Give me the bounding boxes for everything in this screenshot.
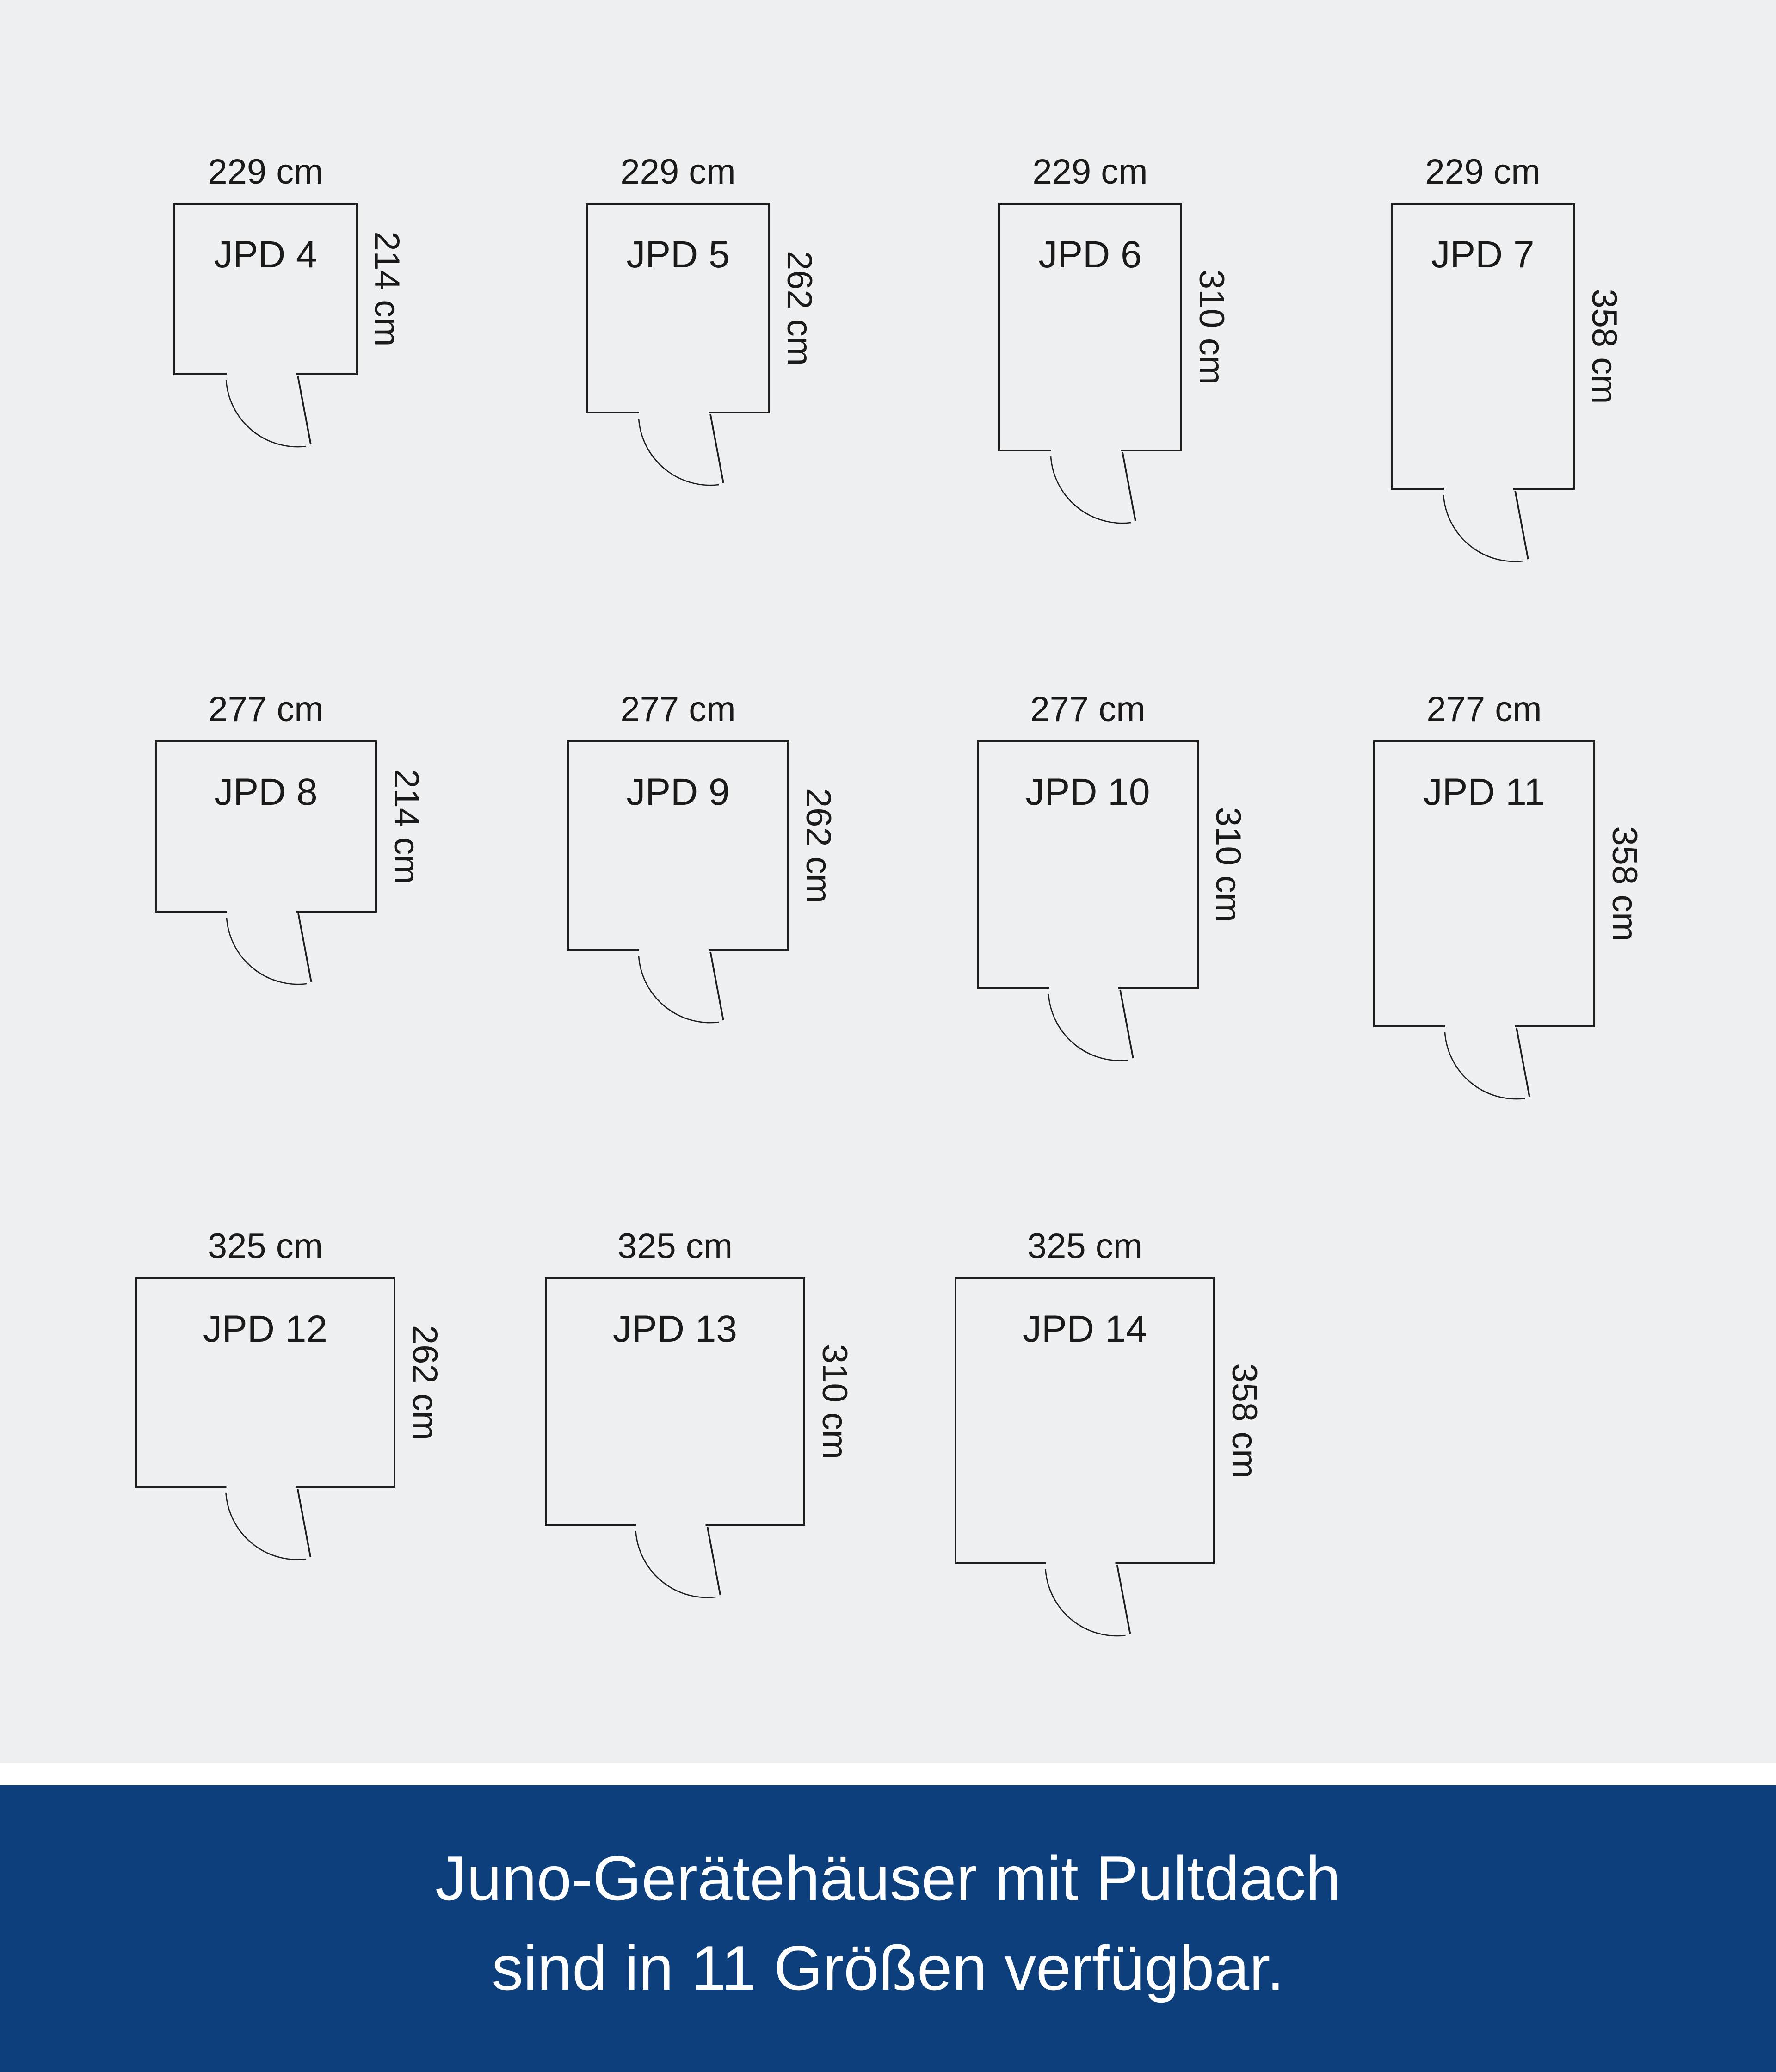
height-dimension-label: 358 cm xyxy=(1605,826,1644,942)
width-dimension-label: 229 cm xyxy=(1425,152,1541,191)
shed-outline xyxy=(156,741,376,912)
door-leaf-line xyxy=(1120,990,1133,1058)
door-swing-arc xyxy=(1046,1569,1126,1636)
width-dimension-label: 277 cm xyxy=(1030,690,1146,729)
shed-plan-jpd-11 xyxy=(1365,677,1705,1123)
door-swing-arc xyxy=(226,1493,306,1560)
shed-plan-jpd-12 xyxy=(127,1214,506,1584)
shed-plan-jpd-14 xyxy=(946,1214,1325,1660)
width-dimension-label: 229 cm xyxy=(620,152,736,191)
shed-plan-jpd-10 xyxy=(968,677,1309,1085)
door-leaf-line xyxy=(710,952,723,1020)
shed-label: JPD 7 xyxy=(1431,234,1535,276)
shed-label: JPD 6 xyxy=(1038,234,1142,276)
width-dimension-label: 277 cm xyxy=(620,690,736,729)
shed-plan-jpd-7 xyxy=(1382,139,1685,586)
shed-label: JPD 4 xyxy=(214,234,317,276)
door-swing-arc xyxy=(639,419,719,485)
width-dimension-label: 277 cm xyxy=(208,690,324,729)
divider-strip xyxy=(0,1763,1776,1785)
width-dimension-label: 325 cm xyxy=(617,1227,733,1266)
door-leaf-line xyxy=(298,1489,311,1557)
door-leaf-line xyxy=(298,913,311,982)
width-dimension-label: 277 cm xyxy=(1426,690,1542,729)
door-swing-arc xyxy=(639,956,719,1023)
shed-outline xyxy=(174,204,357,374)
shed-label: JPD 5 xyxy=(626,234,730,276)
height-dimension-label: 262 cm xyxy=(405,1325,444,1441)
width-dimension-label: 325 cm xyxy=(1027,1227,1143,1266)
banner-line-2: sind in 11 Größen verfügbar. xyxy=(492,1933,1284,2003)
shed-plan-jpd-6 xyxy=(990,139,1292,548)
height-dimension-label: 214 cm xyxy=(367,231,407,347)
height-dimension-label: 358 cm xyxy=(1225,1363,1264,1479)
shed-label: JPD 8 xyxy=(214,771,318,813)
shed-plan-jpd-4 xyxy=(165,139,468,471)
door-swing-arc xyxy=(1048,994,1128,1061)
shed-plan-jpd-13 xyxy=(536,1214,915,1622)
width-dimension-label: 229 cm xyxy=(208,152,323,191)
banner-line-1: Juno-Gerätehäuser mit Pultdach xyxy=(435,1843,1341,1913)
height-dimension-label: 310 cm xyxy=(1209,807,1248,923)
width-dimension-label: 325 cm xyxy=(207,1227,323,1266)
door-swing-arc xyxy=(1051,456,1131,523)
shed-plan-jpd-8 xyxy=(147,677,487,1009)
height-dimension-label: 310 cm xyxy=(1192,269,1231,385)
shed-plan-jpd-5 xyxy=(578,139,880,510)
shed-label: JPD 10 xyxy=(1025,771,1150,813)
shed-label: JPD 14 xyxy=(1023,1308,1147,1350)
height-dimension-label: 358 cm xyxy=(1585,289,1624,404)
door-swing-arc xyxy=(1445,1032,1525,1099)
height-dimension-label: 262 cm xyxy=(780,250,819,366)
shed-plan-jpd-9 xyxy=(559,677,899,1047)
height-dimension-label: 262 cm xyxy=(799,788,838,904)
height-dimension-label: 214 cm xyxy=(387,769,426,884)
shed-label: JPD 9 xyxy=(626,771,730,813)
door-leaf-line xyxy=(1117,1565,1130,1634)
door-leaf-line xyxy=(1517,1028,1529,1097)
height-dimension-label: 310 cm xyxy=(815,1344,854,1460)
shed-label: JPD 12 xyxy=(203,1308,327,1350)
banner xyxy=(0,1785,1776,2072)
door-swing-arc xyxy=(226,380,306,447)
shed-label: JPD 13 xyxy=(613,1308,737,1350)
shed-label: JPD 11 xyxy=(1423,771,1545,813)
door-leaf-line xyxy=(708,1527,721,1595)
width-dimension-label: 229 cm xyxy=(1032,152,1148,191)
door-leaf-line xyxy=(1122,452,1135,521)
door-leaf-line xyxy=(298,376,311,444)
banner-canvas xyxy=(0,1785,1776,2072)
door-swing-arc xyxy=(1443,495,1523,561)
door-swing-arc xyxy=(227,918,307,984)
door-leaf-line xyxy=(1515,491,1528,559)
door-leaf-line xyxy=(710,414,723,483)
door-swing-arc xyxy=(636,1531,716,1597)
